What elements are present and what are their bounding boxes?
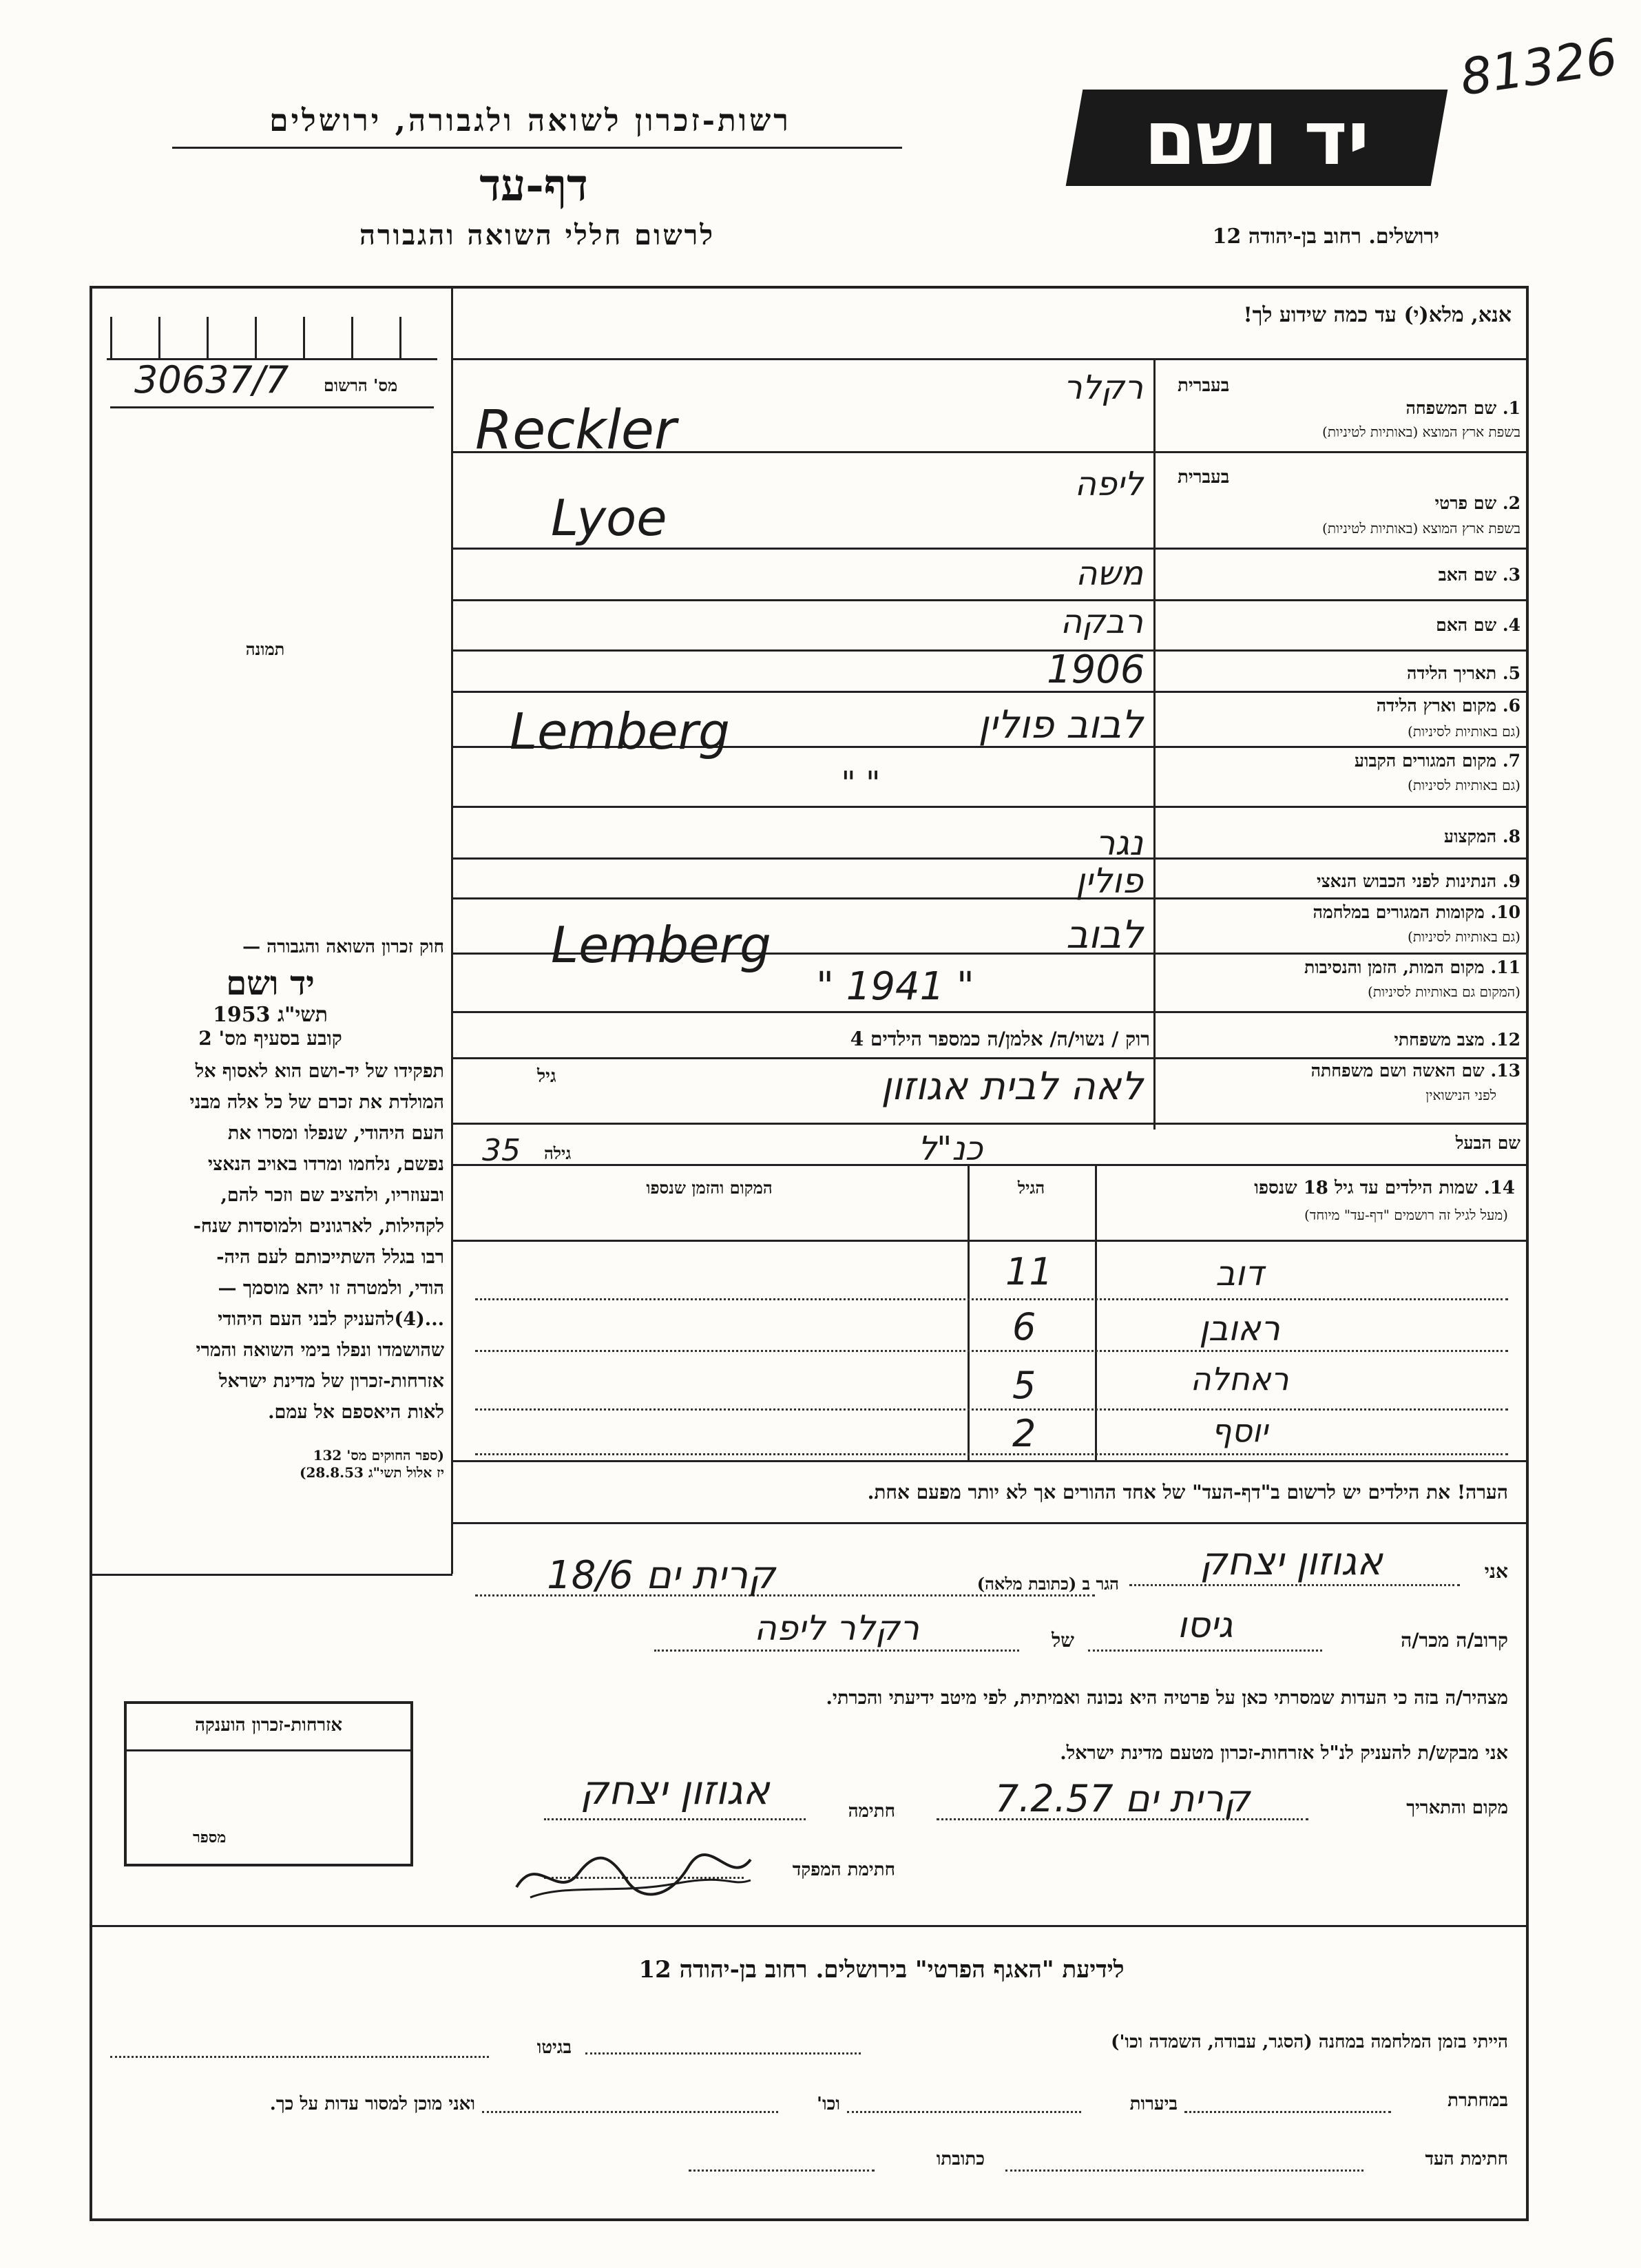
children-col-divider-1 [968, 1164, 970, 1460]
field-10-sub: (גם באותיות לסיניות) [1408, 928, 1520, 945]
sidebar-bottom-rule [90, 1574, 452, 1576]
field-6-rule [1153, 746, 1529, 748]
law-citation: (ספר החוקים מס' 132 יז אלול תשי"ג 28.8.53) [300, 1447, 444, 1481]
law-sidebar [96, 937, 444, 1481]
sidebar-divider [451, 286, 453, 1574]
decl-i: אני [1484, 1560, 1508, 1583]
field-1-tag: בעברית [1178, 375, 1230, 396]
witness-name: אגוזון יצחק [1200, 1539, 1383, 1584]
witness-relation: גיסו [1177, 1605, 1233, 1646]
place-date-value: קרית ים 7.2.57 [994, 1777, 1251, 1820]
law-clause: קובע בסעיף מס' 2 [198, 1027, 342, 1050]
authority-underline [172, 147, 902, 149]
field-13-sub: לפני הנישואין [1425, 1087, 1496, 1103]
child-age: 6 [1012, 1305, 1036, 1349]
wife-name: לאה לבית אגוזון [881, 1064, 1143, 1109]
footer-witness-sig-line [1005, 2170, 1363, 2172]
field-8-label: 8. המקצוע [1443, 826, 1520, 846]
header-address: ירושלים. רחוב בן-יהודה 12 [1212, 225, 1439, 249]
archive-number: 81326 [1456, 27, 1621, 107]
law-name: יד ושם [226, 964, 315, 1003]
decl-of-line [654, 1650, 1019, 1652]
decl-of-label: של [1052, 1629, 1074, 1652]
field-12-rule [1153, 1057, 1529, 1059]
labels-divider [1153, 358, 1156, 1130]
footer-partisans-line [847, 2111, 1081, 2113]
form-title: דף-עד [479, 160, 588, 211]
husband-age-label: גילה [544, 1143, 572, 1163]
certificate-number-label: מספר [193, 1829, 227, 1846]
footer-underground-line [1184, 2111, 1391, 2113]
answer-rule-3 [451, 599, 1153, 601]
field-1-rule [1153, 451, 1529, 453]
children-row-rule [475, 1453, 1508, 1455]
answer-rule-7 [451, 806, 1153, 808]
footer-ghetto-line [110, 2056, 489, 2058]
family-name-latin: Reckler [475, 399, 676, 461]
field-2-label: 2. שם פרטי [1434, 493, 1520, 513]
child-name: יוסף [1211, 1412, 1268, 1449]
first-name-hebrew: ליפה [1074, 465, 1143, 503]
footer-ghetto-label: בגיטו [536, 2037, 572, 2058]
field-4-label: 4. שם האם [1436, 615, 1520, 635]
decl-relation-label: קרוב/ה מכר/ה [1401, 1629, 1508, 1652]
child-name: ראובן [1199, 1309, 1280, 1349]
wife-age-label: גיל [537, 1066, 556, 1087]
field-8-rule [1153, 857, 1529, 860]
field-10-label: 10. מקומות המגורים במלחמה [1313, 902, 1520, 922]
decl-name-line [1129, 1584, 1460, 1586]
field-3-label: 3. שם האב [1438, 565, 1520, 585]
footer-witness-sig-label: חתימת העד [1425, 2149, 1508, 2170]
certificate-title: אזרחות-זכרון הוענקה [194, 1715, 343, 1736]
signature-value: אגוזון יצחק [580, 1767, 770, 1813]
law-body: תפקידו של יד-ושם הוא לאסוף אל המולדת את זכרם של כל אלה מבני העם היהודי, שנפלו ומסרו את נפשם, נלחמו ומרדו באויב הנאצי ובעוזריו, ולהציב שם וזכר להם, לקהילות, לארגונים ולמוסדות שנח- רבו בגלל השתייכותם לעם היה- הודי, ולמטרה זו יהא מוסמך — ...(4)להעניק לבני העם היהודי שהושמדו ונפלו בימי השואה והמרי אזרחות-זכרון של מדינת ישראל לאות היאספם אל עמם. [189, 1061, 444, 1423]
child-age: 11 [1005, 1250, 1053, 1293]
children-col-age: הגיל [1017, 1178, 1045, 1198]
child-age: 2 [1012, 1412, 1036, 1455]
field-7-label: 7. מקום המגורים הקבוע [1354, 751, 1520, 771]
footer-title: לידיעת "האגף הפרטי" בירושלים. רחוב בן-יהודה 12 [638, 1956, 1125, 1984]
field-6-sub: (גם באותיות לסיניות) [1408, 723, 1520, 740]
footer-address-line [689, 2170, 875, 2172]
footer-camp-line [585, 2052, 861, 2054]
children-bottom-rule [451, 1460, 1529, 1462]
birth-date: 1906 [1047, 647, 1145, 692]
register-label: מס' הרשום [324, 375, 398, 395]
note-rule [451, 1522, 1529, 1524]
register-ticks [110, 317, 434, 358]
footer-line-1: הייתי בזמן המלחמה במחנה (הסגר, עבודה, השמדה וכו') [1111, 2032, 1508, 2052]
footer-ready: ואני מוכן למסור עדות על כך. [269, 2094, 475, 2114]
logo-text: יד ושם [1144, 96, 1370, 182]
children-col-place: המקום והזמן שנספו [646, 1178, 773, 1198]
law-year: תשי"ג 1953 [213, 1003, 328, 1027]
place-date-label: מקום והתאריך [1406, 1798, 1508, 1818]
field-2-rule [1153, 548, 1529, 550]
field-7-rule [1153, 806, 1529, 808]
child-name: דוב [1215, 1253, 1264, 1293]
signature-label: חתימה [848, 1801, 895, 1822]
footer-address-label: כתובתו [936, 2149, 985, 2170]
profession: נגר [1096, 823, 1143, 863]
field-5-label: 5. תאריך הלידה [1407, 663, 1520, 683]
victim-ref: רקלר ליפה [754, 1608, 919, 1648]
footer-partisans-label: ביערות [1129, 2094, 1178, 2114]
officer-signature-label: חתימת המפקד [792, 1860, 895, 1880]
certificate-rule [124, 1749, 413, 1751]
field-2-sub: בשפת ארץ המוצא (באותיות לטיניות) [1322, 520, 1520, 537]
decl-request: אני מבקש/ת להעניק לנ"ל אזרחות-זכרון מטעם מדינת ישראל. [1060, 1742, 1508, 1764]
field-11-sub: (המקום גם באותיות לסיניות) [1368, 984, 1520, 1000]
father-name: משה [1076, 554, 1143, 593]
field-1-label: 1. שם המשפחה [1405, 398, 1520, 418]
footer-etc-line [482, 2111, 778, 2113]
husband-label: שם הבעל [1455, 1133, 1520, 1153]
answer-rule-11 [451, 1011, 1153, 1013]
child-name: ראחלה [1190, 1360, 1289, 1397]
form-subtitle: לרשום חללי השואה והגבורה [359, 219, 715, 251]
citizenship: פולין [1075, 861, 1143, 901]
photo-label: תמונה [245, 639, 285, 659]
family-name-hebrew: רקלר [1063, 368, 1143, 407]
footer-underground-label: במחתרת [1447, 2090, 1508, 2111]
children-header-rule [451, 1240, 1529, 1242]
children-row-rule [475, 1350, 1508, 1352]
field-1-sub: בשפת ארץ המוצא (באותיות לטיניות) [1322, 424, 1520, 440]
field-9-rule [1153, 897, 1529, 899]
field-12-label: 12. מצב משפחתי [1394, 1030, 1520, 1050]
signature-line [544, 1818, 806, 1820]
register-number: 30637/7 [134, 358, 289, 402]
register-underline [110, 406, 434, 408]
wartime-residence: לבוב [1066, 913, 1143, 957]
first-name-latin: Lyoe [551, 489, 667, 547]
answer-rule-12 [451, 1057, 1153, 1059]
law-title: חוק זכרון השואה והגבורה — [242, 937, 444, 957]
children-subtitle: (מעל לגיל זה רושמים "דף-עד" מיוחד) [1304, 1207, 1508, 1223]
witness-address: קרית ים 18/6 [547, 1553, 775, 1598]
children-col-divider-2 [1095, 1164, 1097, 1460]
marital-status: רוק / נשוי/ה/ אלמן/ה כמספר הילדים 4 [850, 1028, 1150, 1050]
answer-rule-13 [451, 1123, 1529, 1125]
field-2-tag: בעברית [1178, 467, 1230, 488]
children-row-rule [475, 1298, 1508, 1300]
decl-relation-line [1088, 1650, 1322, 1652]
officer-signature [510, 1846, 757, 1908]
wartime-residence-latin: Lemberg [551, 916, 771, 974]
field-10-rule [1153, 953, 1529, 955]
decl-address-label: הגר ב (כתובת מלאה) [976, 1574, 1119, 1594]
field-5-rule [1153, 691, 1529, 693]
field-9-label: 9. הנתינות לפני הכבוש הנאצי [1317, 871, 1520, 891]
footer-etc-label: וכו' [817, 2094, 840, 2114]
field-7-sub: (גם באותיות לסיניות) [1408, 777, 1520, 793]
answer-rule-2 [451, 548, 1153, 550]
husband-value: כנ"ל [918, 1130, 983, 1168]
field-3-rule [1153, 599, 1529, 601]
decl-statement: מצהיר/ה בזה כי העדות שמסרתי כאן על פרטיה היא נכונה ואמיתית, לפי מיטב ידיעתי והכרתי. [826, 1687, 1508, 1709]
intro-text: אנא, מלא(י) עד כמה שידוע לך! [1243, 303, 1512, 327]
children-title: 14. שמות הילדים עד גיל 18 שנספו [1254, 1178, 1515, 1198]
field-11-rule [1153, 1011, 1529, 1013]
intro-rule [451, 358, 1529, 360]
children-note: הערה! את הילדים יש לרשום ב"דף-העד" של אחד ההורים אך לא יותר מפעם אחת. [867, 1481, 1508, 1504]
field-4-rule [1153, 649, 1529, 652]
child-age: 5 [1012, 1364, 1036, 1407]
field-11-label: 11. מקום המות, הזמן והנסיבות [1304, 957, 1520, 977]
mother-name: רבקה [1060, 603, 1143, 641]
birth-place: לבוב פולין [978, 703, 1143, 747]
field-13-label: 13. שם האשה ושם משפחתה [1310, 1061, 1520, 1081]
death-details: " 1941 " [816, 964, 974, 1009]
authority-name: רשות-זכרון לשואה ולגבורה, ירושלים [269, 103, 791, 138]
birth-place-latin: Lemberg [510, 703, 730, 760]
field-6-label: 6. מקום וארץ הלידה [1376, 696, 1520, 716]
husband-age-value: 35 [482, 1133, 521, 1168]
residence: " " [841, 764, 881, 802]
footer-rule [90, 1925, 1529, 1927]
children-row-rule [475, 1408, 1508, 1411]
